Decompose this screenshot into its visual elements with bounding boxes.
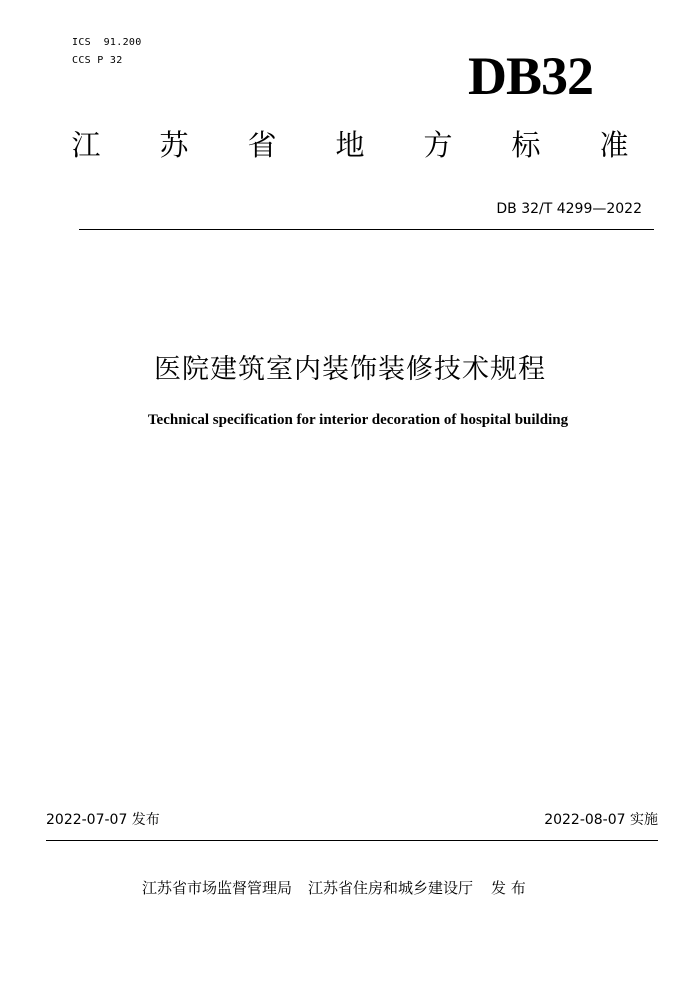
ccs-code: CCS P 32 xyxy=(72,55,123,66)
standard-type-char: 方 xyxy=(423,128,453,162)
standard-type-char: 准 xyxy=(599,128,629,162)
issue-date: 2022-07-07 发布 xyxy=(46,812,160,828)
standard-type-char: 标 xyxy=(511,128,541,162)
standard-type-char: 苏 xyxy=(159,128,189,162)
issuer-housing-construction: 江苏省住房和城乡建设厅 xyxy=(308,879,474,897)
standard-type-heading xyxy=(60,125,640,165)
standard-type-char: 省 xyxy=(247,128,277,162)
standard-code-logo: DB32 xyxy=(468,46,594,106)
standard-type-char: 江 xyxy=(71,128,101,162)
classification-codes xyxy=(72,34,142,70)
document-title-english: Technical specification for interior decoration of hospital building xyxy=(147,412,569,428)
standard-type-char: 地 xyxy=(335,128,365,162)
issuer-market-regulation: 江苏省市场监督管理局 xyxy=(142,879,293,897)
standard-number: DB 32/T 4299—2022 xyxy=(496,201,642,217)
ics-code: ICS 91.200 xyxy=(72,37,142,48)
issuing-authorities xyxy=(142,876,526,900)
document-title-chinese: 医院建筑室内装饰装修技术规程 xyxy=(154,354,546,385)
issue-action-label: 发 布 xyxy=(491,879,526,897)
top-divider xyxy=(79,229,654,230)
bottom-divider xyxy=(46,840,658,841)
implementation-date: 2022-08-07 实施 xyxy=(544,812,658,828)
